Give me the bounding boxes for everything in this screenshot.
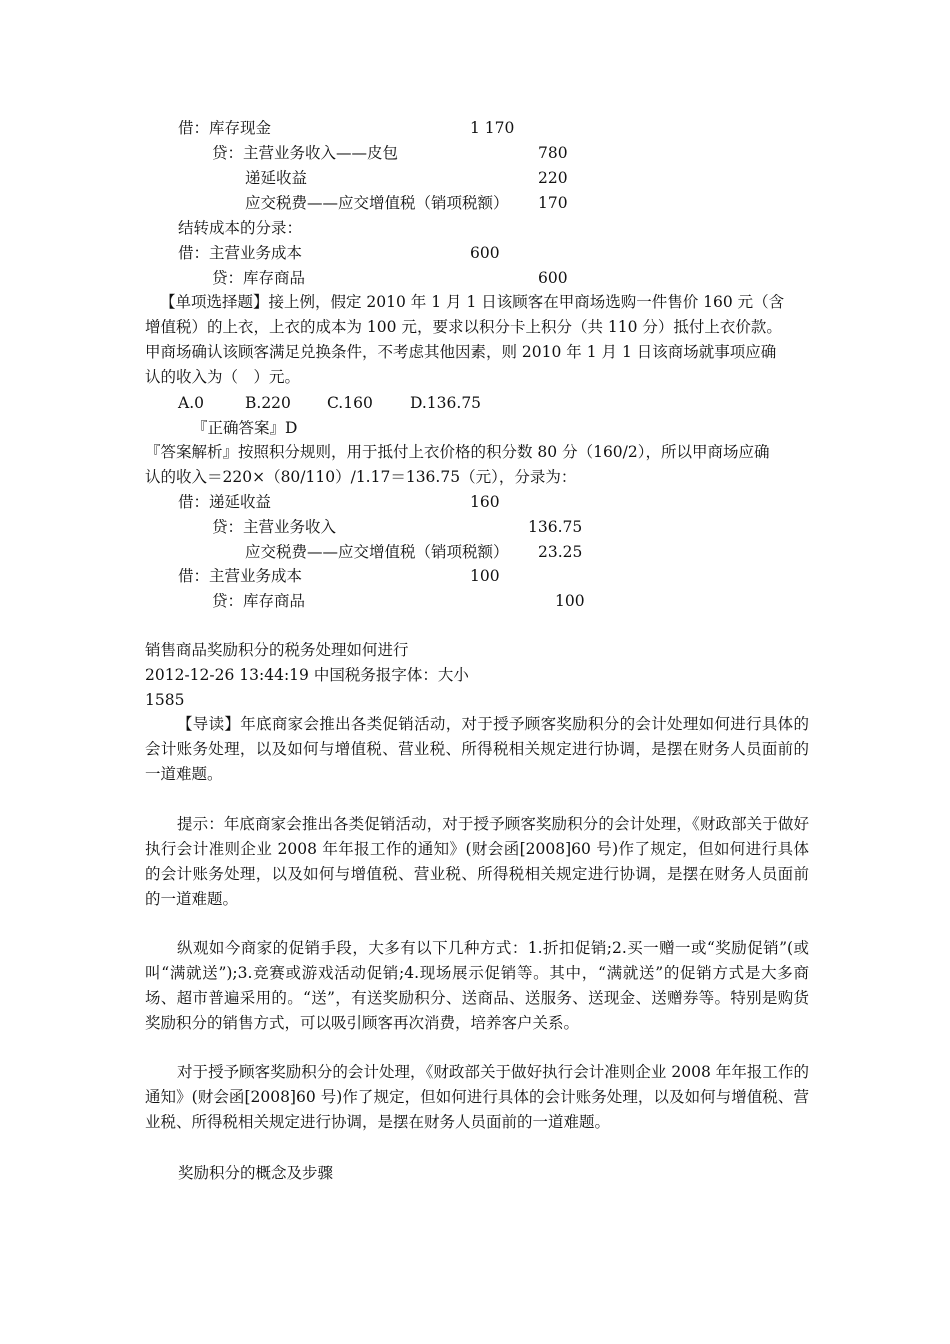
entry2-credit-inventory-amount: 100 — [555, 592, 585, 610]
entry1-vat-amount: 170 — [538, 194, 568, 212]
question-line-1: 【单项选择题】接上例，假定 2010 年 1 月 1 日该顾客在甲商场选购一件售价 160 元（含 — [160, 293, 785, 311]
entry1-credit-revenue-amount: 780 — [538, 144, 568, 162]
article-intro — [145, 712, 809, 787]
entry1-debit-cash-amount: 1 170 — [470, 119, 515, 137]
article-paragraph-3 — [145, 936, 809, 1036]
option-a: A.0 — [178, 394, 204, 412]
entry1-credit-inventory-label: 贷：库存商品 — [212, 269, 306, 287]
article-tip-text: 提示：年底商家会推出各类促销活动，对于授予顾客奖励积分的会计处理，《财政部关于做好执行会计准则企业 2008 年年报工作的通知》(财会函[2008]60 号)作了规定，但如何进行具体的会计账务处理，以及如何与增值税、营业税、所得税相关规定进行协调，是摆在财务人员面前的一道难题。 — [145, 815, 809, 908]
entry1-deferred-income-amount: 220 — [538, 169, 568, 187]
article-tip — [145, 812, 809, 912]
correct-answer: 『正确答案』D — [192, 419, 298, 437]
section-heading: 奖励积分的概念及步骤 — [178, 1164, 334, 1182]
question-line-3: 甲商场确认该顾客满足兑换条件，不考虑其他因素，则 2010 年 1 月 1 日该商场就事项应确 — [145, 343, 777, 361]
option-b: B.220 — [245, 394, 291, 412]
article-meta: 2012-12-26 13:44:19 中国税务报字体：大小 — [145, 666, 469, 684]
article-views: 1585 — [145, 691, 185, 709]
analysis-line-2: 认的收入＝220×（80/110）/1.17＝136.75（元），分录为： — [145, 468, 577, 486]
entry2-debit-cost-amount: 100 — [470, 567, 500, 585]
entry2-credit-inventory-label: 贷：库存商品 — [212, 592, 306, 610]
entry2-credit-revenue-label: 贷：主营业务收入 — [212, 518, 337, 536]
article-paragraph-3-text: 纵观如今商家的促销手段，大多有以下几种方式：1.折扣促销;2.买一赠一或“奖励促销”(或叫“满就送”);3.竞赛或游戏活动促销;4.现场展示促销等。其中，“满就送”的促销方式是大多商场、超市普遍采用的。“送”，有送奖励积分、送商品、送服务、送现金、送赠券等。特别是购货奖励积分的销售方式，可以吸引顾客再次消费，培养客户关系。 — [145, 939, 809, 1032]
article-intro-text: 【导读】年底商家会推出各类促销活动，对于授予顾客奖励积分的会计处理如何进行具体的会计账务处理，以及如何与增值税、营业税、所得税相关规定进行协调，是摆在财务人员面前的一道难题。 — [145, 715, 809, 783]
question-line-4: 认的收入为（ ）元。 — [145, 368, 301, 386]
entry1-vat-label: 应交税费——应交增值税（销项税额） — [245, 194, 509, 212]
entry2-vat-label: 应交税费——应交增值税（销项税额） — [245, 543, 509, 561]
entry2-credit-revenue-amount: 136.75 — [528, 518, 583, 536]
question-line-2: 增值税）的上衣，上衣的成本为 100 元，要求以积分卡上积分（共 110 分）抵付上衣价款。 — [145, 318, 782, 336]
entry2-debit-deferred-amount: 160 — [470, 493, 500, 511]
article-paragraph-4-text: 对于授予顾客奖励积分的会计处理，《财政部关于做好执行会计准则企业 2008 年年报工作的通知》(财会函[2008]60 号)作了规定，但如何进行具体的会计账务处理，以及如何与增值税、营业税、所得税相关规定进行协调，是摆在财务人员面前的一道难题。 — [145, 1063, 809, 1131]
entry2-vat-amount: 23.25 — [538, 543, 583, 561]
article-title: 销售商品奖励积分的税务处理如何进行 — [145, 641, 409, 659]
entry1-debit-cash-label: 借：库存现金 — [178, 119, 272, 137]
article-paragraph-4 — [145, 1060, 809, 1135]
entry1-debit-cost-label: 借：主营业务成本 — [178, 244, 303, 262]
entry1-deferred-income-label: 递延收益 — [245, 169, 308, 187]
cost-transfer-title: 结转成本的分录： — [178, 219, 303, 237]
option-d: D.136.75 — [410, 394, 482, 412]
entry2-debit-deferred-label: 借：递延收益 — [178, 493, 272, 511]
entry1-debit-cost-amount: 600 — [470, 244, 500, 262]
entry1-credit-inventory-amount: 600 — [538, 269, 568, 287]
entry2-debit-cost-label: 借：主营业务成本 — [178, 567, 303, 585]
entry1-credit-revenue-label: 贷：主营业务收入——皮包 — [212, 144, 399, 162]
option-c: C.160 — [327, 394, 373, 412]
analysis-line-1: 『答案解析』按照积分规则，用于抵付上衣价格的积分数 80 分（160/2），所以甲商场应确 — [145, 443, 770, 461]
